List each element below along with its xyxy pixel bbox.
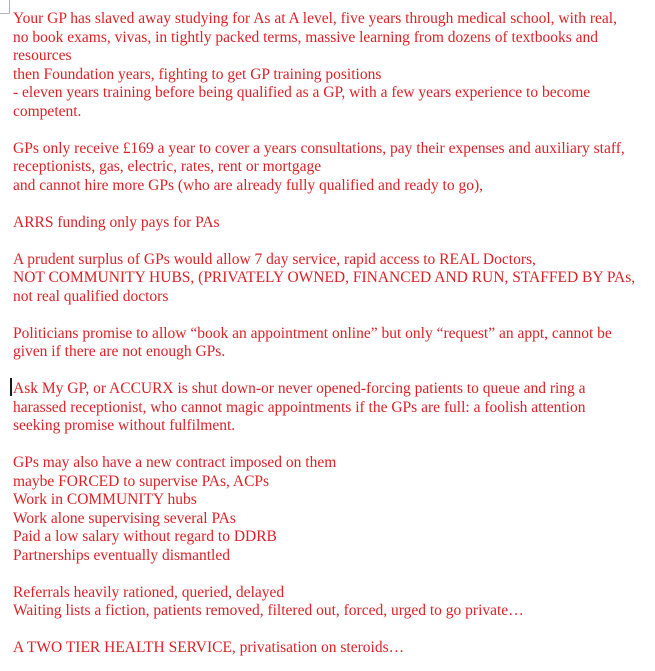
blank-line bbox=[13, 565, 653, 584]
blank-line bbox=[13, 362, 653, 381]
text-line: ARRS funding only pays for PAs bbox=[13, 213, 220, 231]
corner-box bbox=[0, 0, 10, 14]
text-line: Referrals heavily rationed, queried, delayed bbox=[13, 583, 285, 601]
text-line: A prudent surplus of GPs would allow 7 day service, rapid access to REAL Doctors, bbox=[13, 250, 536, 268]
text-line: maybe FORCED to supervise PAs, ACPs bbox=[13, 472, 270, 490]
text-line: GPs may also have a new contract imposed on them bbox=[13, 454, 337, 471]
text-line: and cannot hire more GPs (who are already fully qualified and ready to go), bbox=[13, 176, 484, 194]
text-line: competent. bbox=[13, 102, 82, 120]
blank-line bbox=[13, 195, 653, 214]
blank-line bbox=[13, 436, 653, 455]
text-line: Work alone supervising several PAs bbox=[13, 509, 236, 527]
text-line: seeking promise without fulfilment. bbox=[13, 417, 236, 434]
text-line: resources bbox=[13, 47, 72, 64]
text-line: NOT COMMUNITY HUBS, (PRIVATELY OWNED, FINANCED AND RUN, STAFFED BY PAs, bbox=[13, 269, 636, 286]
text-caret bbox=[10, 378, 12, 396]
text-line: Ask My GP, or ACCURX is shut down-or never opened-forcing patients to queue and ring a bbox=[13, 380, 586, 397]
text-line: Paid a low salary without regard to DDRB bbox=[13, 528, 277, 545]
text-line: not real qualified doctors bbox=[13, 287, 169, 305]
text-line: A TWO TIER HEALTH SERVICE, privatisation on steroids… bbox=[13, 639, 405, 656]
text-line: then Foundation years, fighting to get GP training positions bbox=[13, 65, 382, 83]
text-line: Your GP has slaved away studying for As at A level, five years through medical school, with real, bbox=[13, 10, 617, 27]
text-line: GPs only receive £169 a year to cover a years consultations, pay their expenses and auxiliary staff, bbox=[13, 139, 625, 157]
blank-line bbox=[13, 121, 653, 140]
text-line: receptionists, gas, electric, rates, rent or mortgage bbox=[13, 158, 322, 175]
text-line: - eleven years training before being qualified as a GP, with a few years experience to become bbox=[13, 84, 591, 101]
blank-line bbox=[13, 232, 653, 251]
text-line: harassed receptionist, who cannot magic appointments if the GPs are full: a foolish attention bbox=[13, 398, 586, 416]
text-line: no book exams, vivas, in tightly packed terms, massive learning from dozens of textbooks and bbox=[13, 28, 599, 46]
text-line: given if there are not enough GPs. bbox=[13, 343, 226, 360]
document-text bbox=[13, 10, 653, 658]
blank-line bbox=[13, 306, 653, 325]
text-line: Work in COMMUNITY hubs bbox=[13, 491, 197, 508]
text-line: Waiting lists a fiction, patients removed, filtered out, forced, urged to go private… bbox=[13, 602, 524, 619]
blank-line bbox=[13, 621, 653, 640]
text-line: Partnerships eventually dismantled bbox=[13, 546, 230, 564]
text-line: Politicians promise to allow “book an appointment online” but only “request” an appt, cannot be bbox=[13, 324, 612, 342]
